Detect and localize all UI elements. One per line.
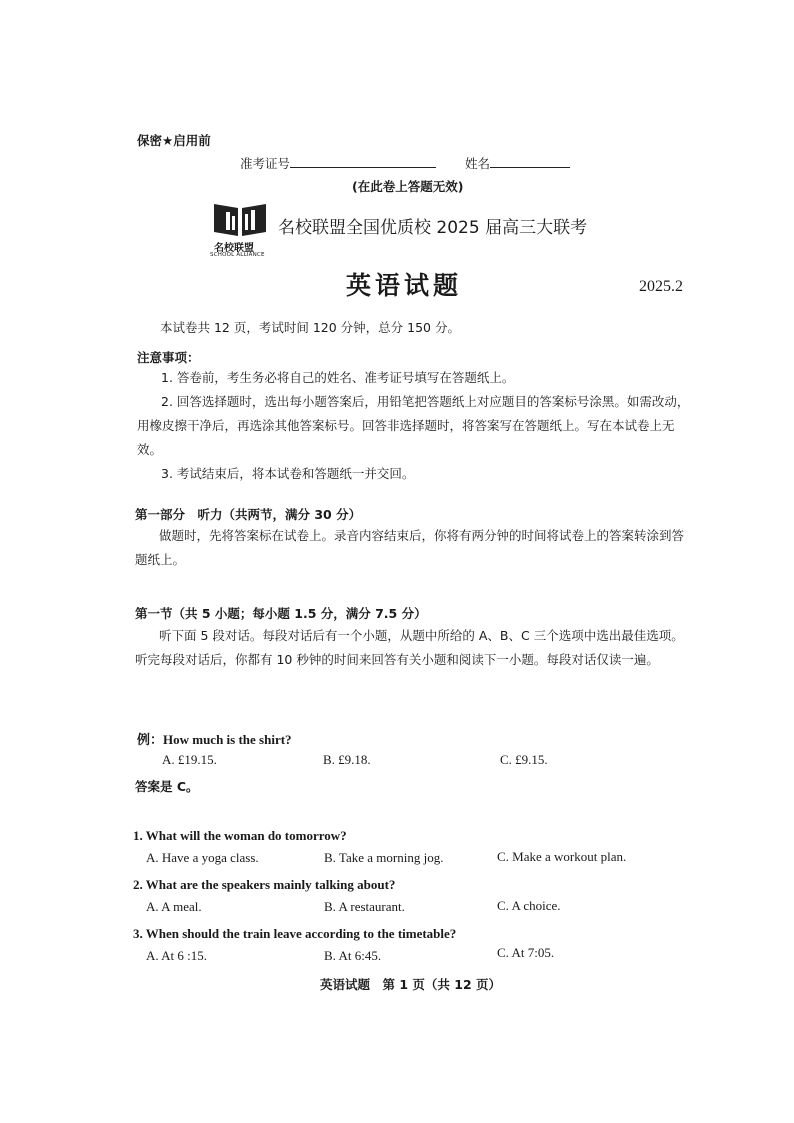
logo-text-en: SCHOOL ALLIANCE [210,252,265,258]
question-1-option-a: A. Have a yoga class. [146,850,259,865]
page-footer: 英语试题 第 1 页（共 12 页） [320,977,502,992]
question-3-option-a: A. At 6 :15. [146,948,208,963]
exam-id-field [240,154,436,172]
exam-id-blank [290,155,436,168]
exam-date: 2025.2 [639,278,683,295]
question-3: 3. When should the train leave according to the timetable? [133,926,457,941]
intro-text: 本试卷共 12 页，考试时间 120 分钟，总分 150 分。 [160,320,460,335]
logo-text-cn: 名校联盟 [214,243,254,254]
example-option-b: B. £9.18. [323,752,371,767]
invalid-note: (在此卷上答题无效) [352,179,464,194]
name-label: 姓名 [465,156,491,171]
question-3-option-c: C. At 7:05. [497,945,555,960]
name-field [465,154,570,172]
example-option-a: A. £19.15. [162,752,217,767]
notes-item-1: 1. 答卷前，考生务必将自己的姓名、准考证号填写在答题纸上。 [161,370,515,385]
confidential-label: 保密★启用前 [137,133,211,148]
question-1: 1. What will the woman do tomorrow? [133,828,347,843]
notes-item-2: 2. 回答选择题时，选出每小题答案后，用铅笔把答题纸上对应题目的答案标号涂黑。如需改动，用橡皮擦干净后，再选涂其他答案标号。回答非选择题时，将答案写在答题纸上。写在本试卷上无效。 [137,394,690,457]
school-alliance-logo [210,200,270,238]
part1-heading: 第一部分 听力（共两节，满分 30 分） [135,507,362,522]
question-2-option-c: C. A choice. [497,898,561,913]
question-2-option-b: B. A restaurant. [324,899,405,914]
question-2: 2. What are the speakers mainly talking about? [133,877,396,892]
question-2-option-a: A. A meal. [146,899,202,914]
example-answer: 答案是 C。 [135,779,199,794]
notes-item-3: 3. 考试结束后，将本试卷和答题纸一并交回。 [161,466,415,481]
example-question: 例：How much is the shirt? [137,732,292,747]
name-blank [490,155,570,168]
question-1-option-c: C. Make a workout plan. [497,849,627,864]
exam-name: 名校联盟全国优质校 2025 届高三大联考 [278,218,588,238]
notes-heading: 注意事项： [137,350,200,365]
question-1-option-b: B. Take a morning jog. [324,850,444,865]
question-3-option-b: B. At 6:45. [324,948,382,963]
part1-instruction: 做题时，先将答案标在试卷上。录音内容结束后，你将有两分钟的时间将试卷上的答案转涂到答题纸上。 [135,528,685,567]
example-option-c: C. £9.15. [500,752,548,767]
section1-instruction: 听下面 5 段对话。每段对话后有一个小题，从题中所给的 A、B、C 三个选项中选出最佳选项。听完每段对话后，你都有 10 秒钟的时间来回答有关小题和阅读下一小题。每段对话仅读一遍。 [135,628,684,667]
page-title: 英语试题 [346,271,463,300]
section1-heading: 第一节（共 5 小题；每小题 1.5 分，满分 7.5 分） [135,606,427,621]
exam-id-label: 准考证号 [240,156,291,171]
